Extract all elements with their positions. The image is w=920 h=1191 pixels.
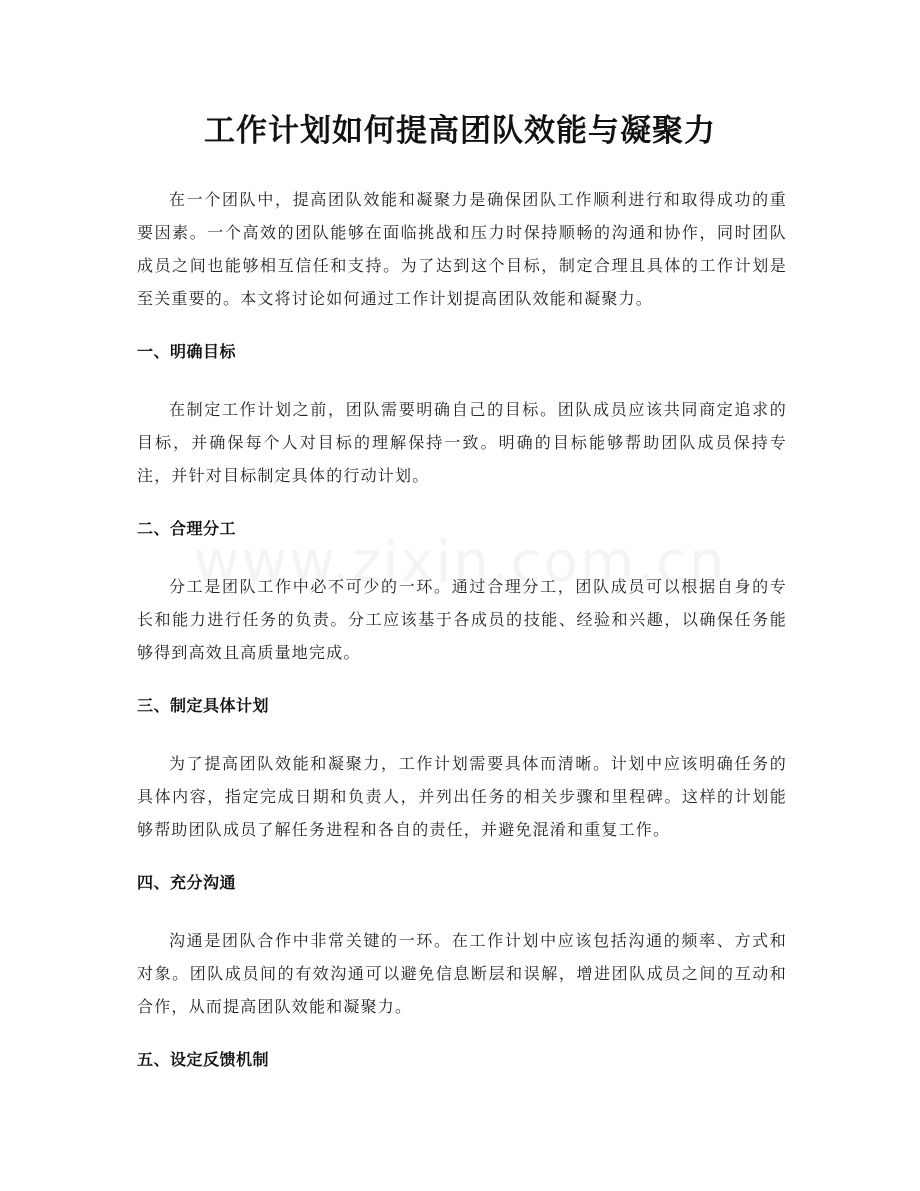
document-title: 工作计划如何提高团队效能与凝聚力 bbox=[204, 113, 716, 149]
document-body bbox=[137, 183, 787, 1075]
section-heading-plan: 三、制定具体计划 bbox=[137, 696, 270, 715]
section-paragraph-division: 分工是团队工作中必不可少的一环。通过合理分工，团队成员可以根据自身的专长和能力进行任务的负责。分工应该基于各成员的技能、经验和兴趣，以确保任务能够得到高效且高质量地完成。 bbox=[137, 577, 787, 662]
section-paragraph-communication: 沟通是团队合作中非常关键的一环。在工作计划中应该包括沟通的频率、方式和对象。团队成员间的有效沟通可以避免信息断层和误解，增进团队成员之间的互动和合作，从而提高团队效能和凝聚力。 bbox=[137, 931, 787, 1016]
section-heading-feedback: 五、设定反馈机制 bbox=[137, 1050, 270, 1069]
section-heading-division: 二、合理分工 bbox=[137, 519, 237, 538]
section-heading-communication: 四、充分沟通 bbox=[137, 873, 237, 892]
section-heading-goals: 一、明确目标 bbox=[137, 342, 237, 361]
section-paragraph-plan: 为了提高团队效能和凝聚力，工作计划需要具体而清晰。计划中应该明确任务的具体内容，指定完成日期和负责人，并列出任务的相关步骤和里程碑。这样的计划能够帮助团队成员了解任务进程和各自的责任，并避免混淆和重复工作。 bbox=[137, 754, 787, 839]
intro-paragraph: 在一个团队中，提高团队效能和凝聚力是确保团队工作顺利进行和取得成功的重要因素。一个高效的团队能够在面临挑战和压力时保持顺畅的沟通和协作，同时团队成员之间也能够相互信任和支持。为了达到这个目标，制定合理且具体的工作计划是至关重要的。本文将讨论如何通过工作计划提高团队效能和凝聚力。 bbox=[137, 190, 787, 308]
section-paragraph-goals: 在制定工作计划之前，团队需要明确自己的目标。团队成员应该共同商定追求的目标，并确保每个人对目标的理解保持一致。明确的目标能够帮助团队成员保持专注，并针对目标制定具体的行动计划。 bbox=[137, 400, 787, 485]
